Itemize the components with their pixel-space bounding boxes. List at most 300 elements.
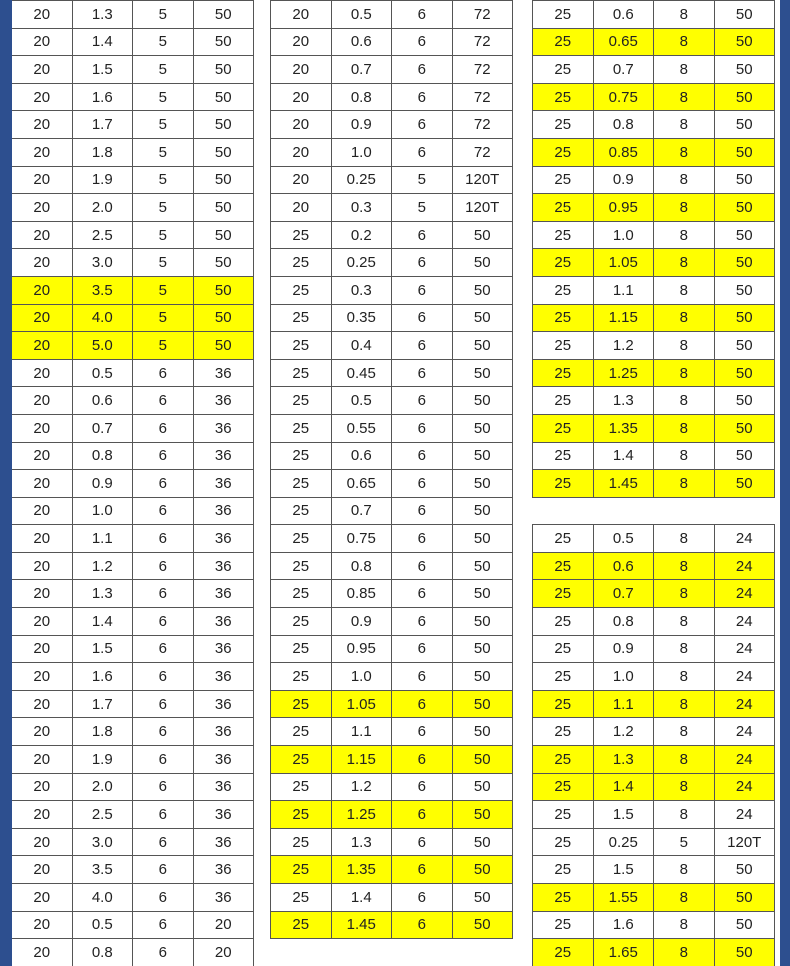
- table-cell[interactable]: 25: [533, 83, 594, 111]
- table-cell[interactable]: 25: [271, 801, 332, 829]
- table-cell[interactable]: 50: [714, 111, 775, 139]
- table-cell[interactable]: 25: [533, 580, 594, 608]
- table-cell[interactable]: 50: [452, 580, 513, 608]
- table-cell[interactable]: 72: [452, 111, 513, 139]
- table-cell[interactable]: 25: [533, 194, 594, 222]
- table-cell[interactable]: 50: [452, 276, 513, 304]
- table-cell[interactable]: 5: [392, 194, 453, 222]
- table-cell[interactable]: 36: [193, 442, 254, 470]
- table-cell[interactable]: 8: [654, 28, 715, 56]
- table-cell[interactable]: 25: [271, 387, 332, 415]
- table-cell[interactable]: 1.7: [72, 690, 133, 718]
- table-cell[interactable]: 0.95: [331, 635, 392, 663]
- table-cell[interactable]: 50: [452, 359, 513, 387]
- table-cell[interactable]: 0.5: [72, 359, 133, 387]
- table-cell[interactable]: 24: [714, 773, 775, 801]
- table-cell[interactable]: 8: [654, 773, 715, 801]
- table-cell[interactable]: 8: [654, 580, 715, 608]
- table-cell[interactable]: 20: [12, 718, 72, 746]
- table-cell[interactable]: 25: [271, 690, 332, 718]
- table-cell[interactable]: 5: [133, 83, 194, 111]
- table-cell[interactable]: 1.6: [72, 663, 133, 691]
- table-cell[interactable]: 25: [271, 552, 332, 580]
- table-cell[interactable]: 50: [452, 387, 513, 415]
- table-cell[interactable]: 25: [533, 1, 594, 29]
- table-cell[interactable]: 6: [392, 304, 453, 332]
- table-cell[interactable]: 6: [392, 663, 453, 691]
- table-cell[interactable]: 0.45: [331, 359, 392, 387]
- table-cell[interactable]: 1.3: [593, 746, 654, 774]
- table-cell[interactable]: 25: [533, 856, 594, 884]
- table-cell[interactable]: 1.1: [593, 690, 654, 718]
- table-cell[interactable]: 25: [533, 332, 594, 360]
- table-cell[interactable]: 50: [193, 28, 254, 56]
- table-cell[interactable]: 50: [452, 635, 513, 663]
- table-cell[interactable]: 25: [533, 28, 594, 56]
- table-cell[interactable]: 1.0: [331, 663, 392, 691]
- table-cell[interactable]: 24: [714, 690, 775, 718]
- table-cell[interactable]: 25: [533, 138, 594, 166]
- table-cell[interactable]: 6: [392, 856, 453, 884]
- table-cell[interactable]: 0.5: [72, 911, 133, 939]
- table-cell[interactable]: 8: [654, 194, 715, 222]
- table-cell[interactable]: 50: [714, 28, 775, 56]
- table-cell[interactable]: 1.45: [593, 470, 654, 498]
- table-cell[interactable]: 20: [12, 138, 72, 166]
- table-cell[interactable]: 6: [392, 470, 453, 498]
- table-cell[interactable]: 50: [714, 138, 775, 166]
- table-cell[interactable]: 1.4: [331, 884, 392, 912]
- table-cell[interactable]: 25: [271, 911, 332, 939]
- table-cell[interactable]: 25: [271, 359, 332, 387]
- table-cell[interactable]: 1.45: [331, 911, 392, 939]
- table-cell[interactable]: 0.7: [72, 414, 133, 442]
- table-cell[interactable]: 1.05: [331, 690, 392, 718]
- table-cell[interactable]: 6: [392, 552, 453, 580]
- table-cell[interactable]: 6: [133, 442, 194, 470]
- table-cell[interactable]: 1.55: [593, 884, 654, 912]
- table-cell[interactable]: 50: [452, 552, 513, 580]
- table-cell[interactable]: 8: [654, 414, 715, 442]
- table-cell[interactable]: 50: [452, 221, 513, 249]
- table-cell[interactable]: 25: [533, 608, 594, 636]
- table-cell[interactable]: 1.8: [72, 718, 133, 746]
- table-cell[interactable]: 20: [12, 663, 72, 691]
- table-cell[interactable]: 5: [133, 221, 194, 249]
- table-cell[interactable]: 20: [12, 635, 72, 663]
- table-cell[interactable]: 25: [533, 387, 594, 415]
- table-cell[interactable]: 20: [271, 194, 332, 222]
- table-cell[interactable]: 20: [12, 801, 72, 829]
- table-cell[interactable]: 1.65: [593, 939, 654, 966]
- table-cell[interactable]: 25: [533, 414, 594, 442]
- table-cell[interactable]: 6: [392, 801, 453, 829]
- table-cell[interactable]: 1.0: [593, 663, 654, 691]
- table-cell[interactable]: 50: [193, 221, 254, 249]
- table-cell[interactable]: 1.0: [331, 138, 392, 166]
- table-cell[interactable]: 120T: [714, 828, 775, 856]
- table-cell[interactable]: 25: [271, 746, 332, 774]
- table-cell[interactable]: 20: [12, 773, 72, 801]
- table-cell[interactable]: 6: [133, 525, 194, 553]
- table-cell[interactable]: 20: [12, 497, 72, 525]
- table-cell[interactable]: 50: [452, 690, 513, 718]
- table-cell[interactable]: 0.25: [331, 166, 392, 194]
- table-cell[interactable]: 20: [12, 56, 72, 84]
- table-cell[interactable]: 50: [714, 56, 775, 84]
- table-cell[interactable]: 0.6: [72, 387, 133, 415]
- table-cell[interactable]: 50: [714, 249, 775, 277]
- table-cell[interactable]: 50: [714, 911, 775, 939]
- table-cell[interactable]: 20: [12, 387, 72, 415]
- table-cell[interactable]: 0.9: [593, 635, 654, 663]
- table-cell[interactable]: 1.5: [593, 801, 654, 829]
- table-cell[interactable]: 20: [12, 608, 72, 636]
- table-cell[interactable]: [593, 497, 654, 525]
- table-cell[interactable]: 50: [714, 884, 775, 912]
- table-cell[interactable]: 72: [452, 83, 513, 111]
- table-cell[interactable]: 36: [193, 746, 254, 774]
- table-cell[interactable]: 6: [392, 1, 453, 29]
- table-cell[interactable]: 0.3: [331, 276, 392, 304]
- table-cell[interactable]: 20: [193, 939, 254, 966]
- table-cell[interactable]: 20: [12, 332, 72, 360]
- table-cell[interactable]: 50: [452, 884, 513, 912]
- table-cell[interactable]: 1.8: [72, 138, 133, 166]
- table-cell[interactable]: [331, 939, 392, 966]
- table-cell[interactable]: 36: [193, 884, 254, 912]
- table-cell[interactable]: 20: [12, 884, 72, 912]
- table-cell[interactable]: 36: [193, 414, 254, 442]
- table-cell[interactable]: 20: [12, 83, 72, 111]
- table-cell[interactable]: 25: [533, 552, 594, 580]
- table-cell[interactable]: 1.3: [331, 828, 392, 856]
- table-cell[interactable]: 1.15: [331, 746, 392, 774]
- table-cell[interactable]: 24: [714, 635, 775, 663]
- table-cell[interactable]: 6: [133, 635, 194, 663]
- table-cell[interactable]: 50: [193, 56, 254, 84]
- table-cell[interactable]: 6: [133, 856, 194, 884]
- table-cell[interactable]: 0.7: [331, 497, 392, 525]
- table-cell[interactable]: 25: [271, 663, 332, 691]
- table-cell[interactable]: [452, 939, 513, 966]
- table-cell[interactable]: 1.9: [72, 166, 133, 194]
- table-cell[interactable]: 8: [654, 111, 715, 139]
- table-cell[interactable]: 20: [12, 166, 72, 194]
- table-cell[interactable]: 5.0: [72, 332, 133, 360]
- table-cell[interactable]: 24: [714, 718, 775, 746]
- table-cell[interactable]: 5: [133, 166, 194, 194]
- table-cell[interactable]: 8: [654, 690, 715, 718]
- table-cell[interactable]: 0.6: [593, 1, 654, 29]
- table-cell[interactable]: 8: [654, 525, 715, 553]
- table-cell[interactable]: 25: [271, 304, 332, 332]
- table-cell[interactable]: 8: [654, 1, 715, 29]
- table-cell[interactable]: 1.1: [593, 276, 654, 304]
- table-cell[interactable]: 25: [533, 884, 594, 912]
- table-cell[interactable]: 25: [271, 635, 332, 663]
- table-cell[interactable]: 20: [12, 111, 72, 139]
- table-cell[interactable]: 50: [452, 332, 513, 360]
- table-cell[interactable]: 0.85: [331, 580, 392, 608]
- table-cell[interactable]: 6: [392, 414, 453, 442]
- table-cell[interactable]: 25: [533, 249, 594, 277]
- table-cell[interactable]: 25: [271, 525, 332, 553]
- table-cell[interactable]: 25: [271, 497, 332, 525]
- table-cell[interactable]: 20: [12, 304, 72, 332]
- table-cell[interactable]: 0.25: [331, 249, 392, 277]
- table-cell[interactable]: 6: [133, 911, 194, 939]
- table-cell[interactable]: 50: [714, 221, 775, 249]
- table-cell[interactable]: 0.7: [593, 580, 654, 608]
- table-cell[interactable]: 0.8: [72, 442, 133, 470]
- table-cell[interactable]: 8: [654, 746, 715, 774]
- table-cell[interactable]: 8: [654, 663, 715, 691]
- table-cell[interactable]: 1.3: [72, 1, 133, 29]
- table-cell[interactable]: 50: [714, 304, 775, 332]
- table-cell[interactable]: 50: [714, 1, 775, 29]
- table-cell[interactable]: 1.1: [331, 718, 392, 746]
- table-cell[interactable]: 25: [533, 442, 594, 470]
- table-cell[interactable]: 25: [533, 166, 594, 194]
- table-cell[interactable]: 6: [392, 911, 453, 939]
- table-cell[interactable]: 2.0: [72, 194, 133, 222]
- table-cell[interactable]: 6: [392, 332, 453, 360]
- table-cell[interactable]: 20: [12, 28, 72, 56]
- table-cell[interactable]: 6: [392, 525, 453, 553]
- table-cell[interactable]: [714, 497, 775, 525]
- table-cell[interactable]: 36: [193, 608, 254, 636]
- table-cell[interactable]: 120T: [452, 194, 513, 222]
- table-cell[interactable]: 36: [193, 718, 254, 746]
- table-cell[interactable]: 8: [654, 718, 715, 746]
- table-cell[interactable]: 6: [392, 221, 453, 249]
- table-cell[interactable]: 36: [193, 525, 254, 553]
- table-cell[interactable]: 6: [133, 414, 194, 442]
- table-cell[interactable]: 50: [714, 470, 775, 498]
- table-cell[interactable]: 120T: [452, 166, 513, 194]
- table-cell[interactable]: 1.25: [331, 801, 392, 829]
- table-cell[interactable]: 0.9: [72, 470, 133, 498]
- table-cell[interactable]: 2.5: [72, 801, 133, 829]
- table-cell[interactable]: 8: [654, 911, 715, 939]
- table-cell[interactable]: 50: [714, 359, 775, 387]
- table-cell[interactable]: 0.8: [593, 111, 654, 139]
- table-cell[interactable]: 20: [12, 525, 72, 553]
- table-cell[interactable]: 50: [193, 83, 254, 111]
- table-cell[interactable]: 0.8: [331, 83, 392, 111]
- table-cell[interactable]: 6: [392, 718, 453, 746]
- table-cell[interactable]: [392, 939, 453, 966]
- table-cell[interactable]: 5: [133, 56, 194, 84]
- table-cell[interactable]: 50: [193, 166, 254, 194]
- table-cell[interactable]: 1.2: [72, 552, 133, 580]
- table-cell[interactable]: 25: [271, 442, 332, 470]
- table-cell[interactable]: 20: [12, 221, 72, 249]
- table-cell[interactable]: 6: [133, 580, 194, 608]
- table-cell[interactable]: 25: [533, 359, 594, 387]
- table-cell[interactable]: 8: [654, 332, 715, 360]
- table-cell[interactable]: 25: [533, 718, 594, 746]
- table-cell[interactable]: 5: [133, 304, 194, 332]
- table-cell[interactable]: 25: [271, 856, 332, 884]
- table-cell[interactable]: 1.7: [72, 111, 133, 139]
- table-cell[interactable]: 8: [654, 801, 715, 829]
- table-cell[interactable]: 50: [193, 1, 254, 29]
- table-cell[interactable]: 0.95: [593, 194, 654, 222]
- table-cell[interactable]: 1.2: [593, 332, 654, 360]
- table-cell[interactable]: 6: [392, 359, 453, 387]
- table-cell[interactable]: 1.9: [72, 746, 133, 774]
- table-cell[interactable]: 6: [392, 635, 453, 663]
- table-cell[interactable]: 1.2: [331, 773, 392, 801]
- table-cell[interactable]: 50: [452, 663, 513, 691]
- table-cell[interactable]: 50: [714, 83, 775, 111]
- table-cell[interactable]: 36: [193, 801, 254, 829]
- table-cell[interactable]: 25: [533, 801, 594, 829]
- table-cell[interactable]: 36: [193, 497, 254, 525]
- table-cell[interactable]: 50: [452, 497, 513, 525]
- table-cell[interactable]: 36: [193, 828, 254, 856]
- table-cell[interactable]: 20: [271, 111, 332, 139]
- table-cell[interactable]: 36: [193, 690, 254, 718]
- table-cell[interactable]: 5: [133, 276, 194, 304]
- table-cell[interactable]: [654, 497, 715, 525]
- table-cell[interactable]: 0.75: [331, 525, 392, 553]
- table-cell[interactable]: 1.1: [72, 525, 133, 553]
- table-cell[interactable]: 5: [392, 166, 453, 194]
- table-cell[interactable]: 1.5: [72, 635, 133, 663]
- table-cell[interactable]: 8: [654, 304, 715, 332]
- table-cell[interactable]: 25: [271, 414, 332, 442]
- table-cell[interactable]: 6: [392, 387, 453, 415]
- table-cell[interactable]: 8: [654, 359, 715, 387]
- table-cell[interactable]: 50: [452, 304, 513, 332]
- table-cell[interactable]: 8: [654, 939, 715, 966]
- table-cell[interactable]: 6: [133, 801, 194, 829]
- table-cell[interactable]: 50: [714, 387, 775, 415]
- table-cell[interactable]: 6: [133, 387, 194, 415]
- table-cell[interactable]: 0.8: [331, 552, 392, 580]
- table-cell[interactable]: 0.7: [593, 56, 654, 84]
- table-cell[interactable]: 6: [392, 56, 453, 84]
- table-cell[interactable]: 1.25: [593, 359, 654, 387]
- table-cell[interactable]: 25: [533, 746, 594, 774]
- table-cell[interactable]: 20: [193, 911, 254, 939]
- table-cell[interactable]: 25: [533, 525, 594, 553]
- table-cell[interactable]: 24: [714, 801, 775, 829]
- table-cell[interactable]: 0.35: [331, 304, 392, 332]
- table-cell[interactable]: 6: [392, 497, 453, 525]
- table-cell[interactable]: 6: [392, 276, 453, 304]
- table-cell[interactable]: 6: [392, 828, 453, 856]
- table-cell[interactable]: 3.5: [72, 856, 133, 884]
- table-cell[interactable]: 6: [392, 884, 453, 912]
- table-cell[interactable]: 5: [133, 111, 194, 139]
- table-cell[interactable]: 25: [533, 635, 594, 663]
- table-cell[interactable]: 72: [452, 56, 513, 84]
- table-cell[interactable]: 1.4: [593, 773, 654, 801]
- table-cell[interactable]: 20: [271, 83, 332, 111]
- table-cell[interactable]: 1.5: [72, 56, 133, 84]
- table-cell[interactable]: 8: [654, 56, 715, 84]
- table-cell[interactable]: 6: [392, 746, 453, 774]
- table-cell[interactable]: 50: [714, 166, 775, 194]
- table-cell[interactable]: 6: [133, 470, 194, 498]
- table-cell[interactable]: 20: [12, 442, 72, 470]
- table-cell[interactable]: 24: [714, 525, 775, 553]
- table-cell[interactable]: 25: [533, 773, 594, 801]
- table-cell[interactable]: 6: [133, 773, 194, 801]
- table-cell[interactable]: 50: [452, 856, 513, 884]
- table-cell[interactable]: 0.9: [331, 608, 392, 636]
- table-cell[interactable]: 24: [714, 608, 775, 636]
- table-cell[interactable]: 6: [392, 608, 453, 636]
- table-cell[interactable]: 1.3: [72, 580, 133, 608]
- table-cell[interactable]: 25: [271, 276, 332, 304]
- table-cell[interactable]: 25: [271, 332, 332, 360]
- table-cell[interactable]: 8: [654, 221, 715, 249]
- table-cell[interactable]: 20: [12, 414, 72, 442]
- table-cell[interactable]: 50: [193, 249, 254, 277]
- table-cell[interactable]: 1.15: [593, 304, 654, 332]
- table-cell[interactable]: [271, 939, 332, 966]
- table-cell[interactable]: 6: [392, 83, 453, 111]
- table-cell[interactable]: 20: [12, 690, 72, 718]
- table-cell[interactable]: 25: [533, 828, 594, 856]
- table-cell[interactable]: 4.0: [72, 304, 133, 332]
- table-cell[interactable]: 3.0: [72, 249, 133, 277]
- table-cell[interactable]: 20: [12, 359, 72, 387]
- table-cell[interactable]: 0.65: [331, 470, 392, 498]
- table-cell[interactable]: 25: [533, 911, 594, 939]
- table-cell[interactable]: 0.2: [331, 221, 392, 249]
- table-cell[interactable]: 50: [452, 442, 513, 470]
- table-cell[interactable]: 50: [452, 249, 513, 277]
- table-cell[interactable]: 6: [133, 828, 194, 856]
- table-cell[interactable]: 50: [714, 939, 775, 966]
- table-cell[interactable]: 50: [193, 276, 254, 304]
- table-cell[interactable]: 25: [533, 304, 594, 332]
- table-cell[interactable]: 8: [654, 83, 715, 111]
- table-cell[interactable]: 50: [193, 194, 254, 222]
- table-cell[interactable]: 1.0: [593, 221, 654, 249]
- table-cell[interactable]: 36: [193, 663, 254, 691]
- table-cell[interactable]: 0.5: [593, 525, 654, 553]
- table-cell[interactable]: 8: [654, 470, 715, 498]
- table-cell[interactable]: 1.3: [593, 387, 654, 415]
- table-cell[interactable]: 0.3: [331, 194, 392, 222]
- table-cell[interactable]: 25: [533, 663, 594, 691]
- table-cell[interactable]: 20: [12, 276, 72, 304]
- table-cell[interactable]: 36: [193, 635, 254, 663]
- table-cell[interactable]: 36: [193, 552, 254, 580]
- table-cell[interactable]: 1.6: [72, 83, 133, 111]
- table-cell[interactable]: 8: [654, 138, 715, 166]
- table-cell[interactable]: 3.0: [72, 828, 133, 856]
- table-cell[interactable]: 25: [533, 56, 594, 84]
- table-cell[interactable]: 50: [452, 718, 513, 746]
- table-cell[interactable]: 1.4: [72, 608, 133, 636]
- table-cell[interactable]: 1.6: [593, 911, 654, 939]
- table-cell[interactable]: 50: [714, 414, 775, 442]
- table-cell[interactable]: 6: [392, 580, 453, 608]
- table-cell[interactable]: 50: [714, 442, 775, 470]
- table-cell[interactable]: 25: [533, 221, 594, 249]
- table-cell[interactable]: 50: [193, 138, 254, 166]
- table-cell[interactable]: 36: [193, 387, 254, 415]
- table-cell[interactable]: 0.55: [331, 414, 392, 442]
